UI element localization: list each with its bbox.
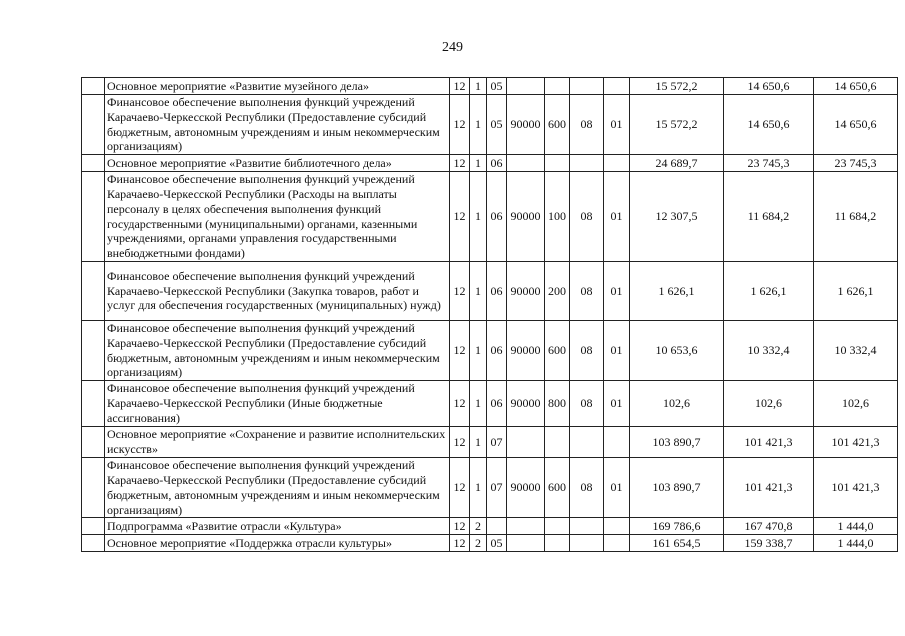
code-cell: 01 — [604, 458, 630, 518]
code-cell — [487, 518, 507, 535]
row-name: Основное мероприятие «Сохранение и развитие исполнительских искусств» — [105, 427, 450, 458]
code-cell — [545, 518, 570, 535]
code-cell: 1 — [470, 320, 487, 380]
code-cell: 1 — [470, 458, 487, 518]
code-cell: 08 — [570, 381, 604, 427]
table-row — [82, 427, 898, 458]
table-row — [82, 320, 898, 380]
amount-cell: 11 684,2 — [724, 172, 814, 262]
amount-cell: 14 650,6 — [724, 78, 814, 95]
code-cell — [604, 155, 630, 172]
code-cell: 90000 — [507, 381, 545, 427]
amount-cell: 15 572,2 — [630, 78, 724, 95]
amount-cell: 101 421,3 — [814, 458, 898, 518]
code-cell — [570, 78, 604, 95]
amount-cell: 14 650,6 — [814, 78, 898, 95]
row-name: Финансовое обеспечение выполнения функций учреждений Карачаево-Черкесской Республики (Предоставление субсидий бюджетным, автономным учреждениям и иным некоммерческим организациям) — [105, 320, 450, 380]
code-cell: 1 — [470, 78, 487, 95]
code-cell — [507, 518, 545, 535]
page-number: 249 — [442, 40, 463, 55]
code-cell — [604, 518, 630, 535]
amount-cell: 10 653,6 — [630, 320, 724, 380]
code-cell: 200 — [545, 261, 570, 320]
code-cell: 12 — [450, 95, 470, 155]
row-lead-cell — [82, 458, 105, 518]
code-cell — [570, 535, 604, 552]
code-cell: 12 — [450, 320, 470, 380]
amount-cell: 1 626,1 — [724, 261, 814, 320]
code-cell: 12 — [450, 458, 470, 518]
table-row — [82, 261, 898, 320]
code-cell: 08 — [570, 320, 604, 380]
table-row — [82, 518, 898, 535]
amount-cell: 12 307,5 — [630, 172, 724, 262]
amount-cell: 102,6 — [814, 381, 898, 427]
code-cell: 1 — [470, 381, 487, 427]
code-cell: 1 — [470, 155, 487, 172]
amount-cell: 103 890,7 — [630, 427, 724, 458]
code-cell: 05 — [487, 95, 507, 155]
amount-cell: 102,6 — [630, 381, 724, 427]
row-lead-cell — [82, 78, 105, 95]
table-row — [82, 172, 898, 262]
amount-cell: 101 421,3 — [814, 427, 898, 458]
row-lead-cell — [82, 155, 105, 172]
table-row — [82, 78, 898, 95]
code-cell: 01 — [604, 172, 630, 262]
amount-cell: 10 332,4 — [814, 320, 898, 380]
code-cell: 90000 — [507, 172, 545, 262]
code-cell — [545, 427, 570, 458]
amount-cell: 14 650,6 — [814, 95, 898, 155]
code-cell: 12 — [450, 535, 470, 552]
code-cell — [570, 155, 604, 172]
code-cell — [545, 535, 570, 552]
code-cell: 06 — [487, 381, 507, 427]
code-cell: 1 — [470, 427, 487, 458]
code-cell — [570, 518, 604, 535]
code-cell — [507, 78, 545, 95]
code-cell — [545, 78, 570, 95]
amount-cell: 161 654,5 — [630, 535, 724, 552]
code-cell: 07 — [487, 427, 507, 458]
amount-cell: 1 626,1 — [814, 261, 898, 320]
table-row — [82, 155, 898, 172]
code-cell: 06 — [487, 261, 507, 320]
code-cell — [604, 78, 630, 95]
code-cell: 90000 — [507, 95, 545, 155]
table-row — [82, 95, 898, 155]
code-cell: 90000 — [507, 458, 545, 518]
code-cell: 12 — [450, 172, 470, 262]
code-cell: 600 — [545, 320, 570, 380]
row-name: Финансовое обеспечение выполнения функций учреждений Карачаево-Черкесской Республики (Иные бюджетные ассигнования) — [105, 381, 450, 427]
code-cell: 600 — [545, 458, 570, 518]
amount-cell: 1 444,0 — [814, 535, 898, 552]
amount-cell: 14 650,6 — [724, 95, 814, 155]
code-cell: 08 — [570, 95, 604, 155]
amount-cell: 101 421,3 — [724, 427, 814, 458]
code-cell — [570, 427, 604, 458]
code-cell: 07 — [487, 458, 507, 518]
code-cell: 05 — [487, 535, 507, 552]
code-cell — [507, 535, 545, 552]
table-row — [82, 458, 898, 518]
amount-cell: 15 572,2 — [630, 95, 724, 155]
row-lead-cell — [82, 95, 105, 155]
row-lead-cell — [82, 518, 105, 535]
row-name: Финансовое обеспечение выполнения функций учреждений Карачаево-Черкесской Республики (Закупка товаров, работ и услуг для обеспечения государственных (муниципальных) нужд) — [105, 261, 450, 320]
code-cell — [604, 427, 630, 458]
amount-cell: 23 745,3 — [814, 155, 898, 172]
code-cell: 90000 — [507, 261, 545, 320]
code-cell — [604, 535, 630, 552]
row-name: Основное мероприятие «Поддержка отрасли культуры» — [105, 535, 450, 552]
amount-cell: 169 786,6 — [630, 518, 724, 535]
amount-cell: 103 890,7 — [630, 458, 724, 518]
row-lead-cell — [82, 381, 105, 427]
code-cell — [507, 155, 545, 172]
amount-cell: 102,6 — [724, 381, 814, 427]
code-cell: 08 — [570, 172, 604, 262]
code-cell: 90000 — [507, 320, 545, 380]
code-cell: 01 — [604, 95, 630, 155]
code-cell: 05 — [487, 78, 507, 95]
code-cell — [545, 155, 570, 172]
code-cell: 600 — [545, 95, 570, 155]
code-cell: 01 — [604, 261, 630, 320]
table-row — [82, 535, 898, 552]
code-cell: 1 — [470, 95, 487, 155]
code-cell: 01 — [604, 320, 630, 380]
row-name: Подпрограмма «Развитие отрасли «Культура» — [105, 518, 450, 535]
amount-cell: 11 684,2 — [814, 172, 898, 262]
code-cell: 12 — [450, 518, 470, 535]
table-row — [82, 381, 898, 427]
code-cell: 1 — [470, 261, 487, 320]
amount-cell: 24 689,7 — [630, 155, 724, 172]
row-name: Финансовое обеспечение выполнения функций учреждений Карачаево-Черкесской Республики (Предоставление субсидий бюджетным, автономным учреждениям и иным некоммерческим организациям) — [105, 95, 450, 155]
code-cell: 08 — [570, 261, 604, 320]
amount-cell: 101 421,3 — [724, 458, 814, 518]
budget-table — [81, 77, 898, 552]
row-name: Основное мероприятие «Развитие музейного дела» — [105, 78, 450, 95]
code-cell: 06 — [487, 172, 507, 262]
code-cell: 12 — [450, 427, 470, 458]
amount-cell: 10 332,4 — [724, 320, 814, 380]
row-lead-cell — [82, 261, 105, 320]
row-lead-cell — [82, 172, 105, 262]
code-cell: 06 — [487, 320, 507, 380]
code-cell: 800 — [545, 381, 570, 427]
row-lead-cell — [82, 320, 105, 380]
row-name: Финансовое обеспечение выполнения функций учреждений Карачаево-Черкесской Республики (Предоставление субсидий бюджетным, автономным учреждениям и иным некоммерческим организациям) — [105, 458, 450, 518]
code-cell: 12 — [450, 381, 470, 427]
code-cell: 06 — [487, 155, 507, 172]
code-cell: 12 — [450, 261, 470, 320]
code-cell: 01 — [604, 381, 630, 427]
code-cell: 08 — [570, 458, 604, 518]
code-cell: 12 — [450, 155, 470, 172]
row-lead-cell — [82, 427, 105, 458]
row-name: Основное мероприятие «Развитие библиотечного дела» — [105, 155, 450, 172]
row-lead-cell — [82, 535, 105, 552]
amount-cell: 23 745,3 — [724, 155, 814, 172]
code-cell — [507, 427, 545, 458]
code-cell: 100 — [545, 172, 570, 262]
amount-cell: 159 338,7 — [724, 535, 814, 552]
amount-cell: 167 470,8 — [724, 518, 814, 535]
row-name: Финансовое обеспечение выполнения функций учреждений Карачаево-Черкесской Республики (Расходы на выплаты персоналу в целях обеспечения выполнения функций государственными (муниципальными) органами, казенными учреждениями, органами управления государственными внебюджетными фондами) — [105, 172, 450, 262]
code-cell: 2 — [470, 535, 487, 552]
amount-cell: 1 444,0 — [814, 518, 898, 535]
code-cell: 1 — [470, 172, 487, 262]
code-cell: 12 — [450, 78, 470, 95]
amount-cell: 1 626,1 — [630, 261, 724, 320]
code-cell: 2 — [470, 518, 487, 535]
